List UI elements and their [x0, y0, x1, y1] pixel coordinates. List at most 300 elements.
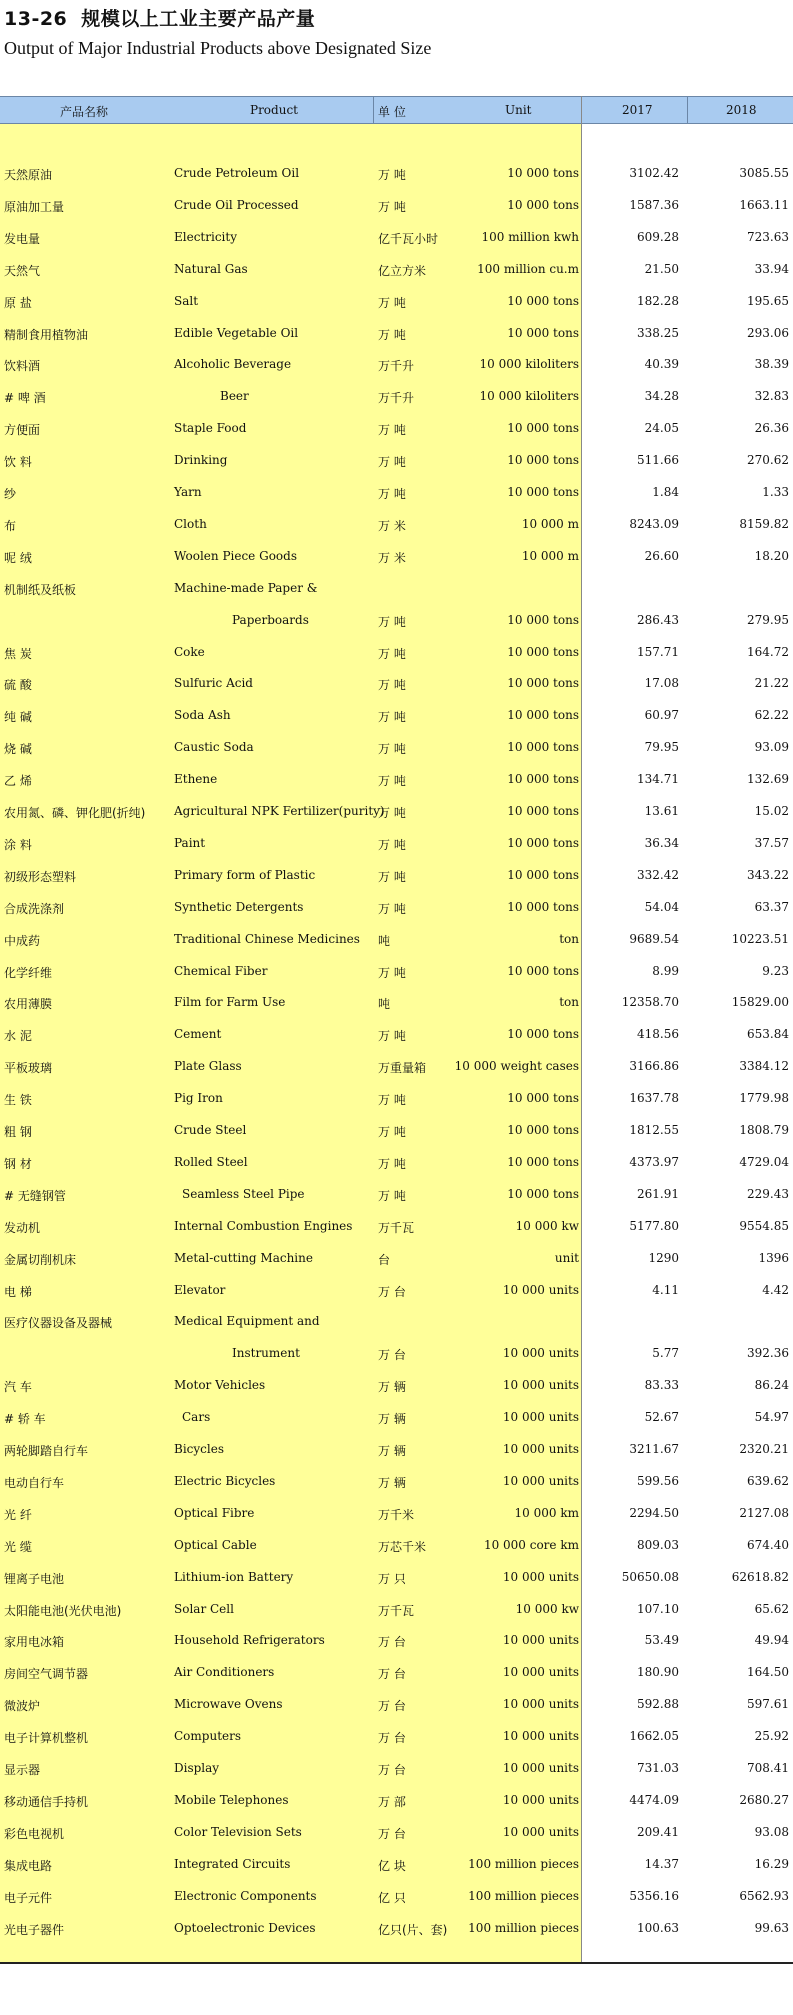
unit-en: ton	[559, 995, 579, 1010]
value-2018: 9554.85	[739, 1218, 789, 1233]
product-name-en: Edible Vegetable Oil	[174, 325, 299, 340]
product-name-en: Solar Cell	[174, 1601, 234, 1616]
product-name-en: Paint	[174, 835, 206, 850]
product-name-en: Synthetic Detergents	[174, 899, 304, 914]
table-row	[0, 993, 793, 1013]
product-name-cn: 生 铁	[4, 1093, 32, 1108]
unit-en: 10 000 units	[502, 1792, 579, 1807]
product-name-cn: 机制纸及纸板	[4, 582, 77, 597]
value-2017: 3102.42	[629, 166, 679, 180]
col-header-2018: 2018	[726, 103, 757, 117]
product-name-en: Chemical Fiber	[174, 963, 268, 978]
product-name-en: Internal Combustion Engines	[174, 1218, 353, 1233]
value-2017: 286.43	[637, 612, 679, 627]
product-name-en: Drinking	[174, 453, 228, 468]
unit-cn: 万 吨	[378, 869, 406, 884]
table-row	[0, 1217, 793, 1237]
product-name-cn: 农用薄膜	[4, 997, 53, 1012]
unit-cn: 万 米	[378, 550, 406, 565]
unit-en: 10 000 tons	[507, 453, 579, 468]
unit-en: 10 000 m	[521, 548, 579, 563]
unit-en: 100 million pieces	[468, 1856, 579, 1871]
value-2017: 50650.08	[621, 1569, 679, 1584]
product-name-cn: 纱	[4, 487, 17, 501]
table-row	[0, 611, 793, 631]
product-name-cn: 硫 酸	[4, 678, 32, 693]
table-bottom-rule	[0, 1962, 793, 1964]
unit-cn: 万 吨	[378, 199, 406, 214]
value-2018: 723.63	[747, 229, 789, 244]
unit-en: 10 000 tons	[507, 772, 579, 787]
unit-en: 100 million pieces	[468, 1920, 579, 1935]
product-name-en: Crude Petroleum Oil	[174, 166, 300, 180]
product-name-en: Integrated Circuits	[174, 1856, 291, 1871]
table-row	[0, 1919, 793, 1939]
unit-en: 10 000 units	[502, 1697, 579, 1712]
value-2018: 6562.93	[739, 1888, 789, 1903]
value-2017: 1637.78	[629, 1091, 679, 1106]
value-2018: 33.94	[754, 261, 789, 276]
unit-cn: 万 吨	[378, 774, 406, 789]
unit-en: 10 000 tons	[507, 485, 579, 499]
value-2018: 26.36	[754, 421, 789, 436]
unit-en: 100 million kwh	[481, 229, 579, 244]
unit-cn: 万千瓦	[378, 1603, 415, 1618]
product-name-cn: 合成洗涤剂	[4, 901, 65, 916]
unit-cn: 万 吨	[378, 455, 406, 470]
value-2017: 36.34	[644, 835, 679, 850]
value-2017: 26.60	[644, 548, 679, 563]
value-2017: 3166.86	[629, 1059, 679, 1074]
value-2017: 1.84	[652, 485, 679, 499]
value-2017: 53.49	[644, 1633, 679, 1648]
product-name-en: Electronic Components	[174, 1888, 317, 1903]
unit-en: 10 000 kw	[515, 1601, 579, 1616]
product-name-cn: 彩色电视机	[4, 1826, 65, 1841]
table-row	[0, 930, 793, 950]
product-name-en: Cement	[174, 1027, 222, 1042]
table-row	[0, 1281, 793, 1301]
table-row	[0, 770, 793, 790]
product-name-en: Primary form of Plastic	[174, 867, 316, 882]
table-row	[0, 1663, 793, 1683]
value-2018: 293.06	[747, 325, 789, 340]
unit-cn: 万 台	[378, 1731, 406, 1746]
product-name-en: Mobile Telephones	[174, 1792, 289, 1807]
product-name-en: Staple Food	[174, 421, 247, 436]
value-2018: 597.61	[747, 1697, 789, 1712]
unit-cn: 万 吨	[378, 168, 406, 182]
unit-cn: 万 吨	[378, 487, 406, 501]
value-2017: 134.71	[637, 772, 679, 787]
product-name-cn: 精制食用植物油	[4, 327, 89, 342]
unit-cn: 万 辆	[378, 1475, 406, 1490]
table-number: 13-26	[4, 8, 68, 30]
product-name-en: Salt	[174, 293, 199, 308]
value-2017: 592.88	[637, 1697, 679, 1712]
value-2017: 4.11	[652, 1282, 679, 1297]
unit-cn: 万 吨	[378, 806, 406, 820]
unit-cn: 万芯千米	[378, 1539, 427, 1554]
product-name-cn: # 无缝钢管	[4, 1188, 66, 1203]
value-2018: 279.95	[747, 612, 789, 627]
unit-en: 100 million pieces	[468, 1888, 579, 1903]
unit-en: unit	[554, 1250, 579, 1265]
unit-cn: 万千升	[378, 359, 415, 374]
table-row	[0, 898, 793, 918]
unit-cn: 万千升	[378, 391, 415, 406]
unit-en: 10 000 tons	[507, 644, 579, 659]
product-name-cn: 涂 料	[4, 837, 32, 852]
product-name-cn: 光 缆	[4, 1539, 32, 1554]
product-name-en: Medical Equipment and	[174, 1314, 320, 1329]
unit-en: 10 000 units	[502, 1729, 579, 1744]
value-2017: 3211.67	[629, 1442, 679, 1456]
product-name-cn: 化学纤维	[4, 965, 53, 980]
product-name-cn: 初级形态塑料	[4, 869, 77, 884]
table-row	[0, 706, 793, 726]
value-2017: 418.56	[637, 1027, 679, 1042]
product-name-cn: 两轮脚踏自行车	[4, 1444, 89, 1458]
unit-cn: 万 吨	[378, 678, 406, 693]
value-2018: 3085.55	[739, 166, 789, 180]
value-2018: 4729.04	[739, 1154, 789, 1169]
table-title-en: Output of Major Industrial Products above Designated Size	[4, 38, 432, 58]
value-2018: 392.36	[747, 1346, 789, 1361]
unit-en: 10 000 units	[502, 1378, 579, 1393]
value-2018: 132.69	[747, 772, 789, 787]
product-name-en: Soda Ash	[174, 708, 231, 723]
value-2018: 1779.98	[739, 1091, 789, 1106]
product-name-cn: 烧 碱	[4, 742, 32, 757]
col-header-cn: 产品名称	[60, 105, 109, 119]
value-2017: 1290	[648, 1250, 679, 1265]
col-header-2017: 2017	[622, 103, 653, 117]
value-2018: 639.62	[747, 1473, 789, 1488]
value-2017: 809.03	[637, 1537, 679, 1552]
product-name-cn: 微波炉	[4, 1699, 41, 1714]
unit-cn: 万 只	[378, 1571, 406, 1586]
table-row	[0, 515, 793, 535]
unit-en: 10 000 kiloliters	[479, 389, 579, 404]
table-row	[0, 1185, 793, 1205]
unit-cn: 万 台	[378, 1699, 406, 1714]
value-2017: 157.71	[637, 644, 679, 659]
product-name-en: Microwave Ovens	[174, 1697, 283, 1712]
value-2018: 2680.27	[739, 1792, 789, 1807]
unit-cn: 万 辆	[378, 1412, 406, 1427]
value-2018: 15.02	[754, 804, 789, 818]
product-name-cn: 发动机	[4, 1220, 41, 1235]
value-2017: 13.61	[644, 804, 679, 818]
unit-en: 10 000 tons	[507, 1123, 579, 1137]
product-name-en: Cloth	[174, 516, 207, 531]
unit-cn: 万 吨	[378, 1188, 406, 1203]
product-name-cn: 饮 料	[4, 455, 32, 470]
product-name-en: Agricultural NPK Fertilizer(purity)	[174, 804, 385, 818]
product-name-en: Household Refrigerators	[174, 1633, 325, 1648]
product-name-cn: 饮料酒	[4, 359, 41, 374]
product-name-cn: 电子元件	[4, 1890, 53, 1905]
unit-en: 10 000 units	[502, 1442, 579, 1456]
product-name-cn: 呢 绒	[4, 550, 32, 565]
table-row	[0, 196, 793, 216]
product-name-en: Traditional Chinese Medicines	[174, 931, 360, 946]
unit-cn: 万千米	[378, 1507, 415, 1522]
table-row	[0, 1249, 793, 1269]
unit-en: 10 000 tons	[507, 963, 579, 978]
product-name-en: Natural Gas	[174, 261, 248, 276]
table-row	[0, 1631, 793, 1651]
unit-cn: 万 吨	[378, 965, 406, 980]
col-header-unit-en: Unit	[505, 103, 532, 117]
unit-en: 10 000 tons	[507, 867, 579, 882]
table-row	[0, 324, 793, 344]
unit-cn: 万 台	[378, 1667, 406, 1682]
product-name-cn: 太阳能电池(光伏电池)	[4, 1603, 122, 1618]
table-row	[0, 579, 793, 599]
table-row	[0, 1823, 793, 1843]
product-name-cn: 天然原油	[4, 168, 53, 182]
value-2018: 343.22	[747, 867, 789, 882]
value-2017: 1812.55	[629, 1123, 679, 1137]
product-name-en: Motor Vehicles	[174, 1378, 266, 1393]
unit-cn: 吨	[378, 933, 391, 948]
unit-cn: 亿 只	[378, 1890, 406, 1905]
unit-en: 10 000 units	[502, 1410, 579, 1425]
product-name-en: Alcoholic Beverage	[174, 357, 292, 372]
table-row	[0, 1440, 793, 1460]
value-2018: 1.33	[762, 485, 789, 499]
value-2018: 37.57	[754, 835, 789, 850]
value-2017: 609.28	[637, 229, 679, 244]
unit-cn: 台	[378, 1252, 391, 1267]
unit-en: 10 000 units	[502, 1665, 579, 1680]
table-title-cn: 规模以上工业主要产品产量	[81, 8, 316, 30]
value-2017: 79.95	[644, 740, 679, 755]
unit-en: 10 000 tons	[507, 612, 579, 627]
value-2017: 17.08	[644, 676, 679, 691]
product-name-en: Machine-made Paper &	[174, 580, 318, 595]
value-2017: 5177.80	[629, 1218, 679, 1233]
product-name-en: Optical Cable	[174, 1537, 257, 1552]
product-name-en: Instrument	[232, 1346, 300, 1361]
value-2017: 180.90	[637, 1665, 679, 1680]
product-name-cn: 电动自行车	[4, 1475, 65, 1490]
value-2017: 209.41	[637, 1824, 679, 1839]
table-row	[0, 1695, 793, 1715]
product-name-en: Electric Bicycles	[174, 1473, 276, 1488]
table-row	[0, 451, 793, 471]
value-2018: 25.92	[754, 1729, 789, 1744]
value-2017: 8243.09	[629, 516, 679, 531]
product-name-cn: 粗 钢	[4, 1125, 32, 1139]
table-row	[0, 866, 793, 886]
unit-en: 10 000 tons	[507, 676, 579, 691]
table-row	[0, 962, 793, 982]
product-name-cn: 集成电路	[4, 1858, 53, 1873]
value-2017: 21.50	[644, 261, 679, 276]
table-row	[0, 1759, 793, 1779]
col-header-unit-cn: 单 位	[378, 105, 406, 119]
table-title	[4, 4, 315, 31]
value-2018: 62618.82	[731, 1569, 789, 1584]
value-2017: 332.42	[637, 867, 679, 882]
product-name-cn: 发电量	[4, 231, 41, 246]
value-2017: 60.97	[644, 708, 679, 723]
unit-en: 10 000 tons	[507, 293, 579, 308]
product-name-en: Air Conditioners	[174, 1665, 275, 1680]
product-name-en: Crude Oil Processed	[174, 197, 299, 212]
product-name-cn: 光电子器件	[4, 1922, 65, 1937]
product-name-cn: 电 梯	[4, 1284, 32, 1299]
value-2018: 2127.08	[739, 1505, 789, 1520]
unit-cn: 万千瓦	[378, 1220, 415, 1235]
table-row	[0, 1089, 793, 1109]
unit-en: 10 000 kiloliters	[479, 357, 579, 372]
unit-en: 10 000 units	[502, 1473, 579, 1488]
product-name-cn: 汽 车	[4, 1380, 32, 1395]
unit-en: 10 000 weight cases	[454, 1059, 579, 1074]
unit-en: 10 000 units	[502, 1824, 579, 1839]
unit-en: 100 million cu.m	[477, 261, 579, 276]
table-row	[0, 738, 793, 758]
value-2017: 9689.54	[629, 931, 679, 946]
unit-cn: 万 部	[378, 1794, 406, 1809]
product-name-en: Optical Fibre	[174, 1505, 255, 1520]
value-2017: 182.28	[637, 293, 679, 308]
product-name-cn: 农用氮、磷、钾化肥(折纯)	[4, 806, 146, 820]
unit-cn: 万 吨	[378, 1029, 406, 1044]
unit-cn: 万 辆	[378, 1380, 406, 1395]
header-divider-2018	[687, 96, 688, 124]
value-2017: 599.56	[637, 1473, 679, 1488]
unit-cn: 万重量箱	[378, 1061, 427, 1076]
value-2018: 9.23	[762, 963, 789, 978]
unit-cn: 万 吨	[378, 837, 406, 852]
value-2017: 40.39	[644, 357, 679, 372]
product-name-cn: 家用电冰箱	[4, 1635, 65, 1650]
value-2018: 229.43	[747, 1186, 789, 1201]
value-2017: 24.05	[644, 421, 679, 436]
unit-cn: 万 吨	[378, 295, 406, 310]
unit-en: 10 000 tons	[507, 197, 579, 212]
product-name-cn: 金属切削机床	[4, 1252, 77, 1267]
product-name-en: Seamless Steel Pipe	[182, 1186, 305, 1201]
product-name-cn: 水 泥	[4, 1029, 32, 1044]
value-2018: 86.24	[754, 1378, 789, 1393]
value-2017: 5356.16	[629, 1888, 679, 1903]
product-name-en: Caustic Soda	[174, 740, 254, 755]
product-name-en: Elevator	[174, 1282, 226, 1297]
value-2017: 511.66	[637, 453, 679, 468]
value-2018: 21.22	[754, 676, 789, 691]
unit-en: 10 000 tons	[507, 421, 579, 436]
value-2017: 731.03	[637, 1761, 679, 1775]
table-row	[0, 802, 793, 822]
value-2018: 2320.21	[739, 1442, 789, 1456]
product-name-en: Computers	[174, 1729, 242, 1744]
value-2017: 338.25	[637, 325, 679, 340]
value-2018: 16.29	[754, 1856, 789, 1871]
value-2017: 261.91	[637, 1186, 679, 1201]
unit-cn: 万 吨	[378, 742, 406, 757]
unit-en: 10 000 tons	[507, 1186, 579, 1201]
table-row	[0, 1408, 793, 1428]
value-2017: 4474.09	[629, 1792, 679, 1807]
value-2018: 93.08	[754, 1824, 789, 1839]
value-2018: 1663.11	[739, 197, 789, 212]
unit-cn: 万 台	[378, 1284, 406, 1299]
product-name-en: Yarn	[174, 485, 202, 499]
product-name-cn: 方便面	[4, 423, 41, 438]
product-name-en: Pig Iron	[174, 1091, 223, 1106]
unit-en: 10 000 tons	[507, 1027, 579, 1042]
product-name-en: Bicycles	[174, 1442, 224, 1456]
value-2018: 8159.82	[739, 516, 789, 531]
product-name-cn: 中成药	[4, 933, 41, 948]
table-row	[0, 834, 793, 854]
table-row	[0, 1312, 793, 1332]
unit-cn: 亿 块	[378, 1858, 406, 1873]
product-name-cn: 电子计算机整机	[4, 1731, 89, 1746]
product-name-cn: 原油加工量	[4, 199, 65, 214]
product-name-en: Color Television Sets	[174, 1824, 302, 1839]
table-row	[0, 1727, 793, 1747]
value-2017: 14.37	[644, 1856, 679, 1871]
table-row	[0, 1376, 793, 1396]
unit-en: 10 000 core km	[483, 1537, 579, 1552]
value-2017: 12358.70	[621, 995, 679, 1010]
product-name-cn: 纯 碱	[4, 710, 32, 725]
unit-cn: 万 吨	[378, 423, 406, 438]
value-2018: 18.20	[754, 548, 789, 563]
product-name-en: Coke	[174, 644, 205, 659]
value-2017: 2294.50	[629, 1505, 679, 1520]
product-name-cn: 医疗仪器设备及器械	[4, 1316, 113, 1331]
value-2018: 99.63	[754, 1920, 789, 1935]
value-2017: 83.33	[644, 1378, 679, 1393]
value-2017: 107.10	[637, 1601, 679, 1616]
table-row	[0, 483, 793, 503]
value-2018: 3384.12	[739, 1059, 789, 1074]
table-row	[0, 1536, 793, 1556]
unit-en: 10 000 units	[502, 1633, 579, 1648]
value-2018: 708.41	[747, 1761, 789, 1775]
value-2018: 195.65	[747, 293, 789, 308]
table-row	[0, 292, 793, 312]
product-name-en: Crude Steel	[174, 1123, 247, 1137]
table-row	[0, 164, 793, 184]
unit-cn: 万 辆	[378, 1444, 406, 1458]
value-2018: 38.39	[754, 357, 789, 372]
product-name-en: Paperboards	[232, 612, 309, 627]
unit-cn: 万 台	[378, 1763, 406, 1777]
product-name-en: Sulfuric Acid	[174, 676, 253, 691]
value-2018: 32.83	[754, 389, 789, 404]
product-name-cn: 房间空气调节器	[4, 1667, 89, 1682]
value-2018: 270.62	[747, 453, 789, 468]
unit-en: 10 000 tons	[507, 708, 579, 723]
unit-cn: 万 吨	[378, 1093, 406, 1108]
value-2018: 1808.79	[739, 1123, 789, 1137]
unit-en: 10 000 tons	[507, 899, 579, 914]
table-row	[0, 1344, 793, 1364]
table-row	[0, 643, 793, 663]
value-2017: 52.67	[644, 1410, 679, 1425]
product-name-cn: 移动通信手持机	[4, 1794, 89, 1809]
unit-en: 10 000 km	[514, 1505, 579, 1520]
